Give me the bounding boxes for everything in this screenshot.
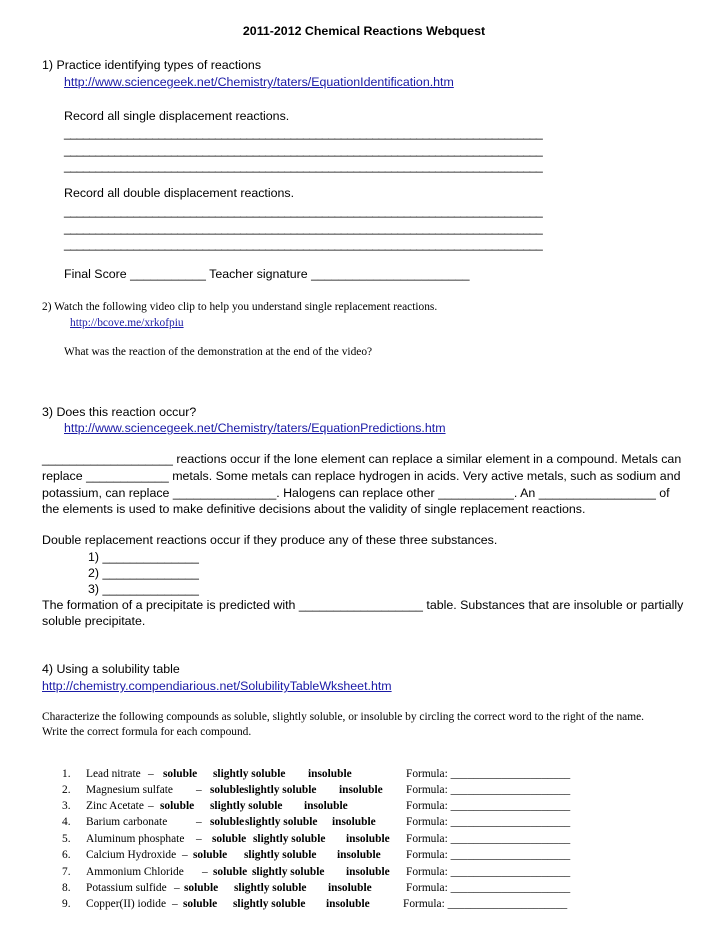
insoluble-option[interactable]: insoluble bbox=[332, 816, 376, 828]
compound-row bbox=[0, 849, 571, 865]
insoluble-option[interactable]: insoluble bbox=[328, 882, 372, 894]
compound-name: Barium carbonate bbox=[86, 816, 168, 828]
single-replacement-paragraph-line: ___________________ reactions occur if the lone element can replace a similar element in a compound. Metals can bbox=[42, 452, 682, 466]
formula-blank[interactable]: Formula: _____________________ bbox=[406, 768, 571, 780]
formula-blank[interactable]: Formula: _____________________ bbox=[406, 882, 571, 894]
single-displacement-prompt: Record all single displacement reactions. bbox=[64, 109, 290, 123]
formula-blank[interactable]: Formula: _____________________ bbox=[406, 833, 571, 845]
formula-blank[interactable]: Formula: _____________________ bbox=[406, 800, 571, 812]
slightly-soluble-option[interactable]: slightly soluble bbox=[234, 882, 307, 894]
soluble-option[interactable]: soluble bbox=[184, 882, 219, 894]
compound-name: Ammonium Chloride bbox=[86, 866, 184, 878]
separator-dash: – bbox=[182, 849, 188, 861]
compound-row bbox=[0, 800, 571, 816]
soluble-option[interactable]: soluble bbox=[210, 816, 245, 828]
compound-number: 1. bbox=[62, 768, 71, 780]
compound-row bbox=[0, 784, 571, 800]
insoluble-option[interactable]: insoluble bbox=[326, 898, 370, 910]
compound-number: 7. bbox=[62, 866, 71, 878]
compound-name: Copper(II) iodide bbox=[86, 898, 167, 910]
separator-dash: – bbox=[148, 768, 154, 780]
precipitate-line: The formation of a precipitate is predicted with __________________ table. Substances that are insoluble or partially bbox=[42, 598, 684, 612]
section-4-link[interactable]: http://chemistry.compendiarious.net/SolubilityTableWksheet.htm bbox=[42, 679, 392, 693]
section-1-heading: 1) Practice identifying types of reactions bbox=[42, 58, 262, 72]
compound-number: 8. bbox=[62, 882, 71, 894]
compound-number: 5. bbox=[62, 833, 71, 845]
formula-blank[interactable]: Formula: _____________________ bbox=[406, 849, 571, 861]
substance-blank-3[interactable]: 3) ______________ bbox=[88, 582, 199, 596]
separator-dash: – bbox=[196, 784, 202, 796]
slightly-soluble-option[interactable]: slightly soluble bbox=[244, 849, 317, 861]
answer-line[interactable]: ____________________________________________________________________________ bbox=[64, 204, 543, 218]
soluble-option[interactable]: soluble bbox=[163, 768, 198, 780]
soluble-option[interactable]: soluble bbox=[210, 784, 245, 796]
compound-number: 6. bbox=[62, 849, 71, 861]
instructions-line: Write the correct formula for each compound. bbox=[42, 726, 252, 738]
slightly-soluble-option[interactable]: slightly soluble bbox=[245, 816, 318, 828]
single-replacement-paragraph-line: potassium, can replace _______________. Halogens can replace other ___________. An _________________ of bbox=[42, 486, 670, 500]
section-4-heading: 4) Using a solubility table bbox=[42, 662, 180, 676]
slightly-soluble-option[interactable]: slightly soluble bbox=[244, 784, 317, 796]
formula-blank[interactable]: Formula: _____________________ bbox=[403, 898, 568, 910]
soluble-option[interactable]: soluble bbox=[193, 849, 228, 861]
soluble-option[interactable]: soluble bbox=[212, 833, 247, 845]
separator-dash: – bbox=[148, 800, 154, 812]
compound-name: Aluminum phosphate bbox=[86, 833, 185, 845]
compound-row bbox=[0, 833, 571, 849]
answer-line[interactable]: ____________________________________________________________________________ bbox=[64, 126, 543, 140]
insoluble-option[interactable]: insoluble bbox=[337, 849, 381, 861]
page-title: 2011-2012 Chemical Reactions Webquest bbox=[242, 24, 486, 38]
compound-row bbox=[0, 882, 571, 898]
final-score-line[interactable]: Final Score ___________ Teacher signature _______________________ bbox=[64, 267, 470, 281]
substance-blank-2[interactable]: 2) ______________ bbox=[88, 566, 199, 580]
section-3-link[interactable]: http://www.sciencegeek.net/Chemistry/taters/EquationPredictions.htm bbox=[64, 421, 446, 435]
insoluble-option[interactable]: insoluble bbox=[304, 800, 348, 812]
separator-dash: – bbox=[196, 816, 202, 828]
slightly-soluble-option[interactable]: slightly soluble bbox=[253, 833, 326, 845]
answer-line[interactable]: ____________________________________________________________________________ bbox=[64, 221, 543, 235]
soluble-option[interactable]: soluble bbox=[183, 898, 218, 910]
insoluble-option[interactable]: insoluble bbox=[346, 866, 390, 878]
compound-row bbox=[0, 866, 571, 882]
formula-blank[interactable]: Formula: _____________________ bbox=[406, 866, 571, 878]
formula-blank[interactable]: Formula: _____________________ bbox=[406, 784, 571, 796]
compound-number: 2. bbox=[62, 784, 71, 796]
answer-line[interactable]: ____________________________________________________________________________ bbox=[64, 159, 543, 173]
video-question: What was the reaction of the demonstration at the end of the video? bbox=[64, 346, 373, 358]
compound-name: Magnesium sulfate bbox=[86, 784, 173, 796]
substance-blank-1[interactable]: 1) ______________ bbox=[88, 550, 199, 564]
soluble-option[interactable]: soluble bbox=[213, 866, 248, 878]
slightly-soluble-option[interactable]: slightly soluble bbox=[210, 800, 283, 812]
insoluble-option[interactable]: insoluble bbox=[346, 833, 390, 845]
answer-line[interactable]: ____________________________________________________________________________ bbox=[64, 237, 543, 251]
insoluble-option[interactable]: insoluble bbox=[339, 784, 383, 796]
answer-line[interactable]: ____________________________________________________________________________ bbox=[64, 143, 543, 157]
separator-dash: – bbox=[202, 866, 208, 878]
separator-dash: – bbox=[172, 898, 178, 910]
section-3-heading: 3) Does this reaction occur? bbox=[42, 405, 197, 419]
soluble-option[interactable]: soluble bbox=[160, 800, 195, 812]
single-replacement-paragraph-line: the elements is used to make definitive decisions about the validity of single replacement reactions. bbox=[42, 502, 586, 516]
formula-blank[interactable]: Formula: _____________________ bbox=[406, 816, 571, 828]
instructions-line: Characterize the following compounds as soluble, slightly soluble, or insoluble by circling the correct word to the right of the name. bbox=[42, 711, 644, 723]
compound-row bbox=[0, 898, 568, 914]
compound-number: 3. bbox=[62, 800, 71, 812]
slightly-soluble-option[interactable]: slightly soluble bbox=[252, 866, 325, 878]
compound-row bbox=[0, 816, 571, 832]
compound-name: Calcium Hydroxide bbox=[86, 849, 177, 861]
double-replacement-intro: Double replacement reactions occur if they produce any of these three substances. bbox=[42, 533, 498, 547]
separator-dash: – bbox=[196, 833, 202, 845]
compound-name: Zinc Acetate bbox=[86, 800, 144, 812]
compound-name: Lead nitrate bbox=[86, 768, 141, 780]
slightly-soluble-option[interactable]: slightly soluble bbox=[213, 768, 286, 780]
double-displacement-prompt: Record all double displacement reactions. bbox=[64, 186, 295, 200]
compound-number: 9. bbox=[62, 898, 71, 910]
compound-number: 4. bbox=[62, 816, 71, 828]
separator-dash: – bbox=[174, 882, 180, 894]
section-1-link[interactable]: http://www.sciencegeek.net/Chemistry/taters/EquationIdentification.htm bbox=[64, 75, 454, 89]
insoluble-option[interactable]: insoluble bbox=[308, 768, 352, 780]
precipitate-line: soluble precipitate. bbox=[42, 614, 146, 628]
slightly-soluble-option[interactable]: slightly soluble bbox=[233, 898, 306, 910]
single-replacement-paragraph-line: replace ____________ metals. Some metals can replace hydrogen in acids. Very active metals, such as sodium and bbox=[42, 469, 681, 483]
section-2-heading: 2) Watch the following video clip to help you understand single replacement reactions. bbox=[42, 301, 438, 313]
section-2-link[interactable]: http://bcove.me/xrkofpiu bbox=[70, 317, 184, 329]
compound-name: Potassium sulfide bbox=[86, 882, 167, 894]
compound-row bbox=[0, 768, 571, 784]
